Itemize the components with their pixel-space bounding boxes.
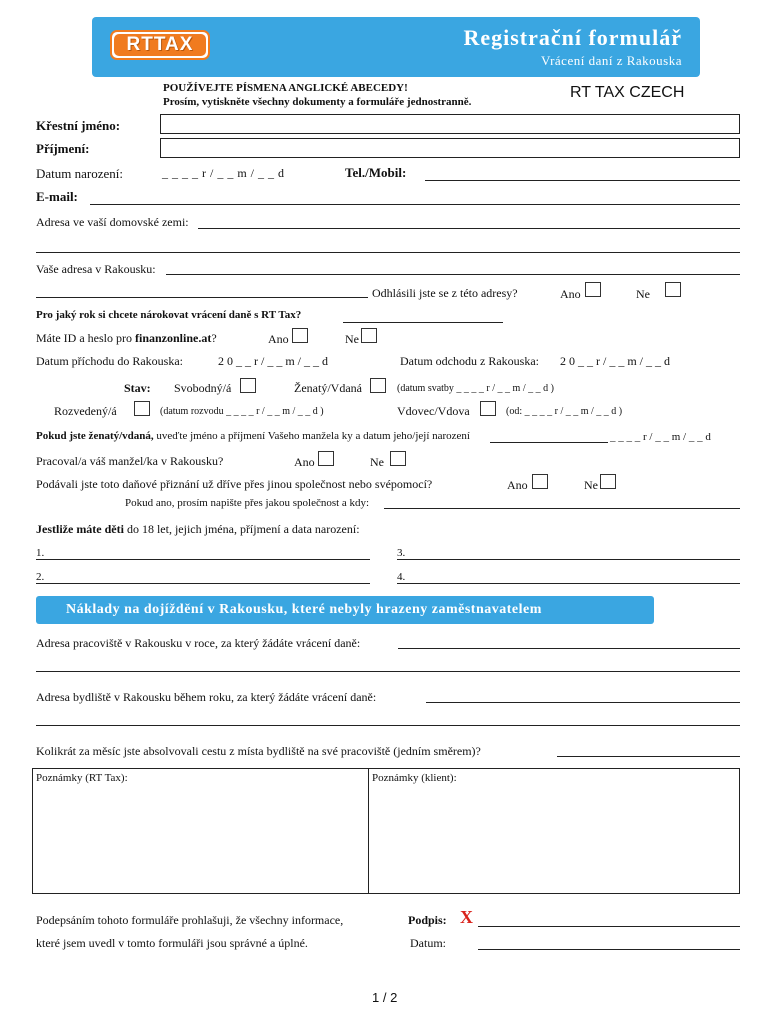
departure-label: Datum odchodu z Rakouska: (400, 354, 539, 368)
child-4-number: 4. (397, 571, 406, 583)
company-name: RT TAX CZECH (570, 84, 685, 101)
signature-x-mark: X (460, 907, 473, 927)
first-name-field[interactable] (160, 114, 740, 134)
filed-followup-line[interactable] (384, 508, 740, 509)
last-name-label: Příjmení: (36, 141, 90, 156)
moved-no-label: Ne (636, 287, 650, 301)
filed-yes-label: Ano (507, 478, 528, 492)
austria-address-line-1[interactable] (166, 274, 740, 275)
children-label-bold: Jestliže máte děti (36, 522, 124, 536)
birth-date-mask[interactable]: _ _ _ _ r / _ _ m / _ _ d (162, 166, 285, 180)
filed-no-checkbox[interactable] (600, 474, 616, 489)
finanz-yes-label: Ano (268, 332, 289, 346)
year-question: Pro jaký rok si chcete nárokovat vrácení daně s RT Tax? (36, 309, 302, 321)
status-label: Stav: (124, 381, 151, 395)
notes-rt-label: Poznámky (RT Tax): (36, 772, 128, 784)
commute-banner-title: Náklady na dojíždění v Rakousku, které nebyly hrazeny zaměstnavatelem (66, 602, 542, 617)
spouse-worked-no-checkbox[interactable] (390, 451, 406, 466)
single-label: Svobodný/á (174, 381, 232, 395)
declaration-line-2: které jsem uvedl v tomto formuláři jsou správné a úplné. (36, 936, 308, 950)
spouse-note-rest: uveďte jméno a příjmení Vašeho manžela ky a datum jeho/její narození (153, 430, 470, 442)
spouse-worked-no-label: Ne (370, 455, 384, 469)
phone-label: Tel./Mobil: (345, 165, 407, 180)
form-subtitle: Vrácení daní z Rakouska (540, 53, 682, 68)
notes-rt-box[interactable] (32, 768, 369, 894)
trips-line[interactable] (557, 756, 740, 757)
home-address-line-2[interactable] (36, 252, 740, 253)
first-name-label: Křestní jméno: (36, 118, 121, 133)
moved-yes-checkbox[interactable] (585, 282, 601, 297)
email-line[interactable] (90, 204, 740, 205)
year-line[interactable] (343, 322, 503, 323)
date-label: Datum: (410, 936, 446, 950)
signature-line[interactable] (478, 926, 740, 927)
finanz-prefix: Máte ID a heslo pro (36, 331, 135, 345)
moved-question: Odhlásili jste se z této adresy? (372, 286, 518, 300)
spouse-note-bold: Pokud jste ženatý/vdaná, (36, 430, 154, 442)
arrival-label: Datum příchodu do Rakouska: (36, 354, 183, 368)
children-label-rest: do 18 let, jejich jména, příjmení a data narození: (123, 522, 360, 536)
single-checkbox[interactable] (240, 378, 256, 393)
spouse-date-mask[interactable]: _ _ _ _ r / _ _ m / _ _ d (610, 431, 711, 443)
trips-question: Kolikrát za měsíc jste absolvovali cestu z místa bydliště na své pracoviště (jedním směrem)? (36, 744, 481, 758)
child-3-number: 3. (397, 547, 406, 559)
instruction-print: Prosím, vytiskněte všechny dokumenty a formuláře jednostranně. (163, 96, 472, 108)
form-title: Registrační formulář (463, 25, 682, 50)
notes-client-box[interactable] (368, 768, 740, 894)
child-3-line[interactable] (397, 559, 740, 560)
married-date: (datum svatby _ _ _ _ r / _ _ m / _ _ d ) (397, 383, 554, 394)
child-1-line[interactable] (36, 559, 370, 560)
rt-tax-logo (110, 30, 210, 60)
filed-followup: Pokud ano, prosím napište přes jakou společnost a kdy: (125, 497, 370, 509)
residence-address-line-2[interactable] (36, 725, 740, 726)
work-address-line-1[interactable] (398, 648, 740, 649)
page-number: 1 / 2 (372, 990, 398, 1005)
finanz-yes-checkbox[interactable] (292, 328, 308, 343)
email-label: E-mail: (36, 189, 78, 204)
spouse-worked-yes-label: Ano (294, 455, 315, 469)
signature-label: Podpis: (408, 913, 447, 927)
divorced-label: Rozvedený/á (54, 404, 117, 418)
home-address-label: Adresa ve vaší domovské zemi: (36, 215, 189, 229)
austria-address-line-2[interactable] (36, 297, 368, 298)
spouse-worked-yes-checkbox[interactable] (318, 451, 334, 466)
residence-address-label: Adresa bydliště v Rakousku během roku, za který žádáte vrácení daně: (36, 690, 377, 704)
work-address-label: Adresa pracoviště v Rakousku v roce, za který žádáte vrácení daně: (36, 636, 361, 650)
spouse-name-line[interactable] (490, 442, 608, 443)
declaration-line-1: Podepsáním tohoto formuláře prohlašuji, že všechny informace, (36, 913, 344, 927)
widowed-date: (od: _ _ _ _ r / _ _ m / _ _ d ) (506, 406, 623, 417)
married-checkbox[interactable] (370, 378, 386, 393)
arrival-mask[interactable]: 2 0 _ _ r / _ _ m / _ _ d (218, 354, 328, 368)
logo-text: RTTAX (114, 34, 206, 56)
last-name-field[interactable] (160, 138, 740, 158)
married-label: Ženatý/Vdaná (294, 381, 362, 395)
spouse-worked-question: Pracoval/a váš manžel/ka v Rakousku? (36, 454, 224, 468)
date-line[interactable] (478, 949, 740, 950)
residence-address-line-1[interactable] (426, 702, 740, 703)
widowed-label: Vdovec/Vdova (397, 404, 470, 418)
work-address-line-2[interactable] (36, 671, 740, 672)
home-address-line-1[interactable] (198, 228, 740, 229)
notes-client-label: Poznámky (klient): (372, 772, 457, 784)
child-1-number: 1. (36, 547, 45, 559)
divorced-checkbox[interactable] (134, 401, 150, 416)
widowed-checkbox[interactable] (480, 401, 496, 416)
finanz-no-label: Ne (345, 332, 359, 346)
child-4-line[interactable] (397, 583, 740, 584)
commute-banner (36, 596, 654, 624)
filed-no-label: Ne (584, 478, 598, 492)
finanz-question (36, 331, 217, 346)
moved-no-checkbox[interactable] (665, 282, 681, 297)
moved-yes-label: Ano (560, 287, 581, 301)
filed-yes-checkbox[interactable] (532, 474, 548, 489)
filed-question: Podávali jste toto daňové přiznání už dříve přes jinou společnost nebo svépomocí? (36, 477, 433, 491)
finanz-suffix: ? (211, 331, 217, 345)
child-2-line[interactable] (36, 583, 370, 584)
phone-line[interactable] (425, 180, 740, 181)
child-2-number: 2. (36, 571, 45, 583)
finanz-no-checkbox[interactable] (361, 328, 377, 343)
finanz-site: finanzonline.at (134, 331, 212, 345)
departure-mask[interactable]: 2 0 _ _ r / _ _ m / _ _ d (560, 354, 670, 368)
children-label (36, 522, 360, 537)
birth-date-label: Datum narození: (36, 166, 123, 181)
instruction-alphabet: POUŽÍVEJTE PÍSMENA ANGLICKÉ ABECEDY! (163, 82, 408, 94)
divorced-date: (datum rozvodu _ _ _ _ r / _ _ m / _ _ d ) (160, 406, 324, 417)
spouse-note (36, 430, 470, 442)
austria-address-label: Vaše adresa v Rakousku: (36, 262, 156, 276)
